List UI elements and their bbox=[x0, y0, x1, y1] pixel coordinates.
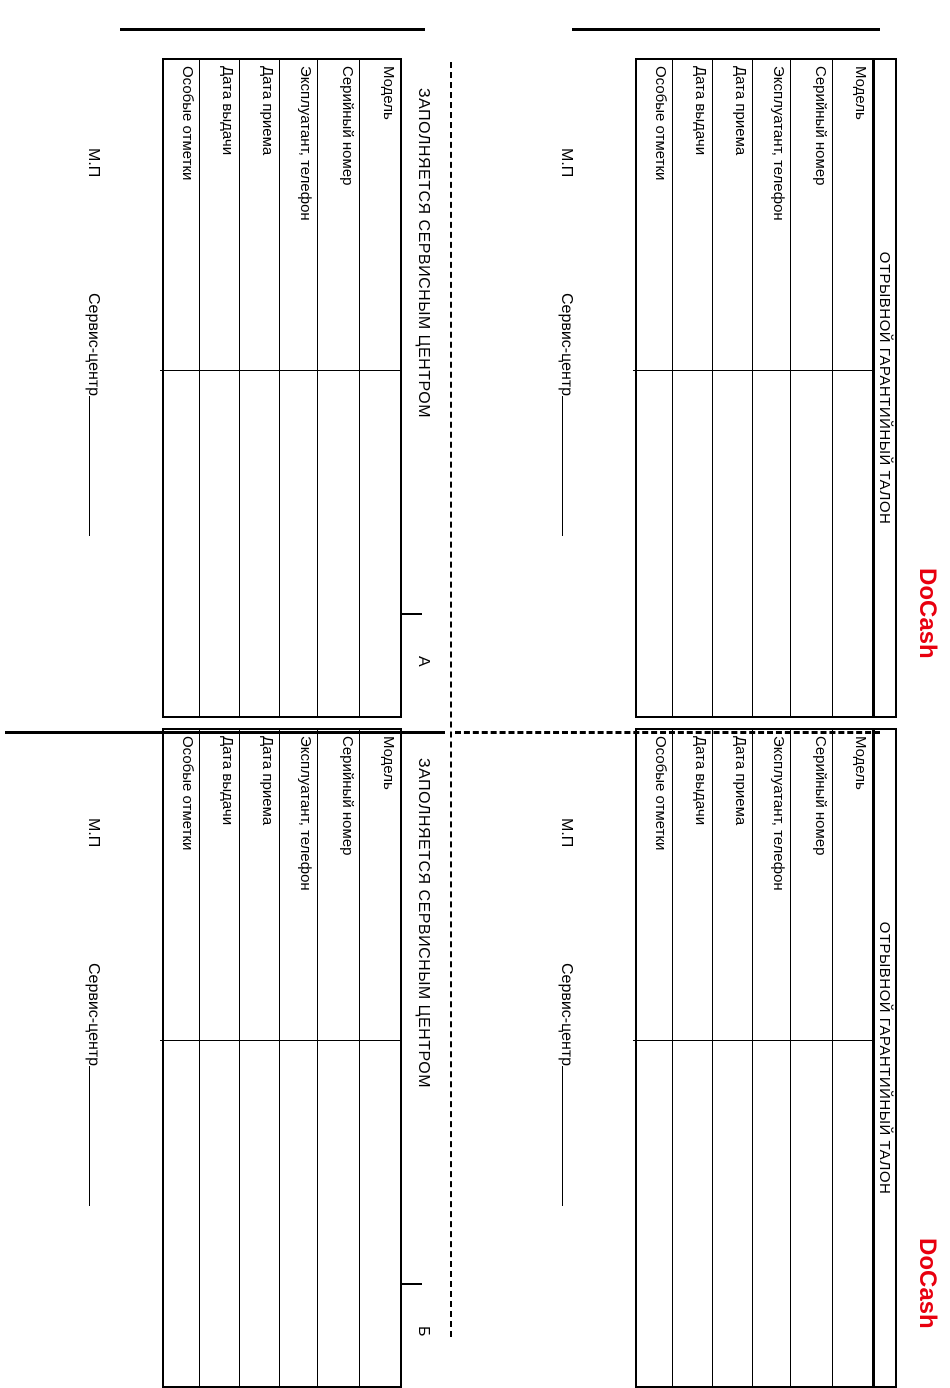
value-field-divider bbox=[360, 1040, 400, 1041]
value-field-divider bbox=[318, 1040, 359, 1041]
row-label: Дата приема bbox=[732, 736, 749, 826]
form-row bbox=[240, 730, 280, 1386]
row-label: Особые отметки bbox=[179, 66, 196, 181]
form-row bbox=[633, 730, 673, 1386]
form-row bbox=[791, 60, 833, 716]
row-label: Эксплуатант, телефон bbox=[297, 736, 314, 891]
row-label: Модель bbox=[852, 66, 869, 120]
value-field-divider bbox=[318, 370, 359, 371]
form-row bbox=[200, 60, 240, 716]
row-label: Особые отметки bbox=[652, 66, 669, 181]
value-field-divider bbox=[160, 370, 199, 371]
row-label: Эксплуатант, телефон bbox=[297, 66, 314, 221]
form-row bbox=[833, 730, 873, 1386]
value-field-divider bbox=[240, 370, 279, 371]
form-row bbox=[633, 60, 673, 716]
letter-separator bbox=[402, 613, 422, 615]
form-row bbox=[791, 730, 833, 1386]
form-row bbox=[713, 730, 753, 1386]
service-center-signature bbox=[557, 963, 575, 1206]
coupon-title: ОТРЫВНОЙ ГАРАНТИЙНЫЙ ТАЛОН bbox=[873, 60, 895, 716]
value-field-divider bbox=[200, 1040, 239, 1041]
value-field-divider bbox=[713, 1040, 752, 1041]
row-label: Серийный номер bbox=[339, 736, 356, 856]
warranty-coupon-bottom-right bbox=[557, 728, 941, 1388]
row-label: Модель bbox=[380, 66, 397, 120]
service-center-label: Сервис-центр bbox=[85, 293, 102, 397]
form-row bbox=[318, 730, 360, 1386]
form-row bbox=[360, 60, 400, 716]
docash-logo: DoCash bbox=[914, 568, 941, 659]
form-row bbox=[280, 60, 318, 716]
coupon-table bbox=[635, 58, 897, 718]
cut-line-top-left bbox=[120, 28, 425, 31]
value-field-divider bbox=[713, 370, 752, 371]
coupon-title: ОТРЫВНОЙ ГАРАНТИЙНЫЙ ТАЛОН bbox=[873, 730, 895, 1386]
service-center-label: Сервис-центр bbox=[85, 963, 102, 1067]
value-field-divider bbox=[673, 1040, 712, 1041]
coupon-table bbox=[635, 728, 897, 1388]
value-field-divider bbox=[280, 1040, 317, 1041]
value-field-divider bbox=[200, 370, 239, 371]
stamp-placeholder: М.П bbox=[558, 818, 575, 848]
row-label: Серийный номер bbox=[339, 66, 356, 186]
form-row bbox=[753, 730, 791, 1386]
letter-separator bbox=[402, 1283, 422, 1285]
value-field-divider bbox=[753, 370, 790, 371]
signature-line bbox=[89, 396, 102, 536]
form-row bbox=[713, 60, 753, 716]
form-row bbox=[673, 60, 713, 716]
value-field-divider bbox=[280, 370, 317, 371]
stamp-placeholder: М.П bbox=[85, 818, 102, 848]
service-coupon-top-left bbox=[85, 58, 442, 718]
value-field-divider bbox=[673, 370, 712, 371]
row-label: Дата выдачи bbox=[219, 66, 236, 156]
value-field-divider bbox=[160, 1040, 199, 1041]
stamp-placeholder: М.П bbox=[558, 148, 575, 178]
value-field-divider bbox=[633, 1040, 672, 1041]
service-center-signature bbox=[557, 293, 575, 536]
service-center-label: Сервис-центр bbox=[558, 963, 575, 1067]
row-label: Особые отметки bbox=[179, 736, 196, 851]
service-coupon-bottom-left bbox=[85, 728, 442, 1388]
warranty-coupon-top-right bbox=[557, 58, 941, 718]
service-center-signature bbox=[84, 963, 102, 1206]
row-label: Дата выдачи bbox=[219, 736, 236, 826]
form-row bbox=[360, 730, 400, 1386]
row-label: Эксплуатант, телефон bbox=[770, 736, 787, 891]
value-field-divider bbox=[791, 370, 832, 371]
coupon-letter: А bbox=[415, 656, 432, 667]
form-row bbox=[673, 730, 713, 1386]
stamp-placeholder: М.П bbox=[85, 148, 102, 178]
docash-logo: DoCash bbox=[914, 1238, 941, 1329]
signature-line bbox=[562, 396, 575, 536]
form-row bbox=[318, 60, 360, 716]
value-field-divider bbox=[240, 1040, 279, 1041]
row-label: Серийный номер bbox=[812, 736, 829, 856]
row-label: Дата приема bbox=[259, 736, 276, 826]
form-row bbox=[200, 730, 240, 1386]
row-label: Модель bbox=[852, 736, 869, 790]
form-row bbox=[833, 60, 873, 716]
value-field-divider bbox=[833, 370, 872, 371]
form-row bbox=[160, 60, 200, 716]
coupon-letter: Б bbox=[415, 1326, 432, 1337]
row-label: Дата выдачи bbox=[692, 66, 709, 156]
row-label: Эксплуатант, телефон bbox=[770, 66, 787, 221]
row-label: Дата приема bbox=[259, 66, 276, 156]
row-label: Модель bbox=[380, 736, 397, 790]
row-label: Особые отметки bbox=[652, 736, 669, 851]
value-field-divider bbox=[360, 370, 400, 371]
form-row bbox=[280, 730, 318, 1386]
signature-line bbox=[562, 1066, 575, 1206]
row-label: Серийный номер bbox=[812, 66, 829, 186]
value-field-divider bbox=[633, 370, 672, 371]
signature-line bbox=[89, 1066, 102, 1206]
value-field-divider bbox=[833, 1040, 872, 1041]
value-field-divider bbox=[791, 1040, 832, 1041]
coupon-table bbox=[162, 728, 402, 1388]
service-center-signature bbox=[84, 293, 102, 536]
coupon-title: ЗАПОЛНЯЕТСЯ СЕРВИСНЫМ ЦЕНТРОМ bbox=[415, 88, 432, 419]
service-center-label: Сервис-центр bbox=[558, 293, 575, 397]
row-label: Дата выдачи bbox=[692, 736, 709, 826]
cut-line-top-right bbox=[572, 28, 880, 31]
form-row bbox=[160, 730, 200, 1386]
coupon-table bbox=[162, 58, 402, 718]
form-row bbox=[240, 60, 280, 716]
form-row bbox=[753, 60, 791, 716]
coupon-title: ЗАПОЛНЯЕТСЯ СЕРВИСНЫМ ЦЕНТРОМ bbox=[415, 758, 432, 1089]
fold-line-center bbox=[450, 62, 452, 1337]
value-field-divider bbox=[753, 1040, 790, 1041]
row-label: Дата приема bbox=[732, 66, 749, 156]
